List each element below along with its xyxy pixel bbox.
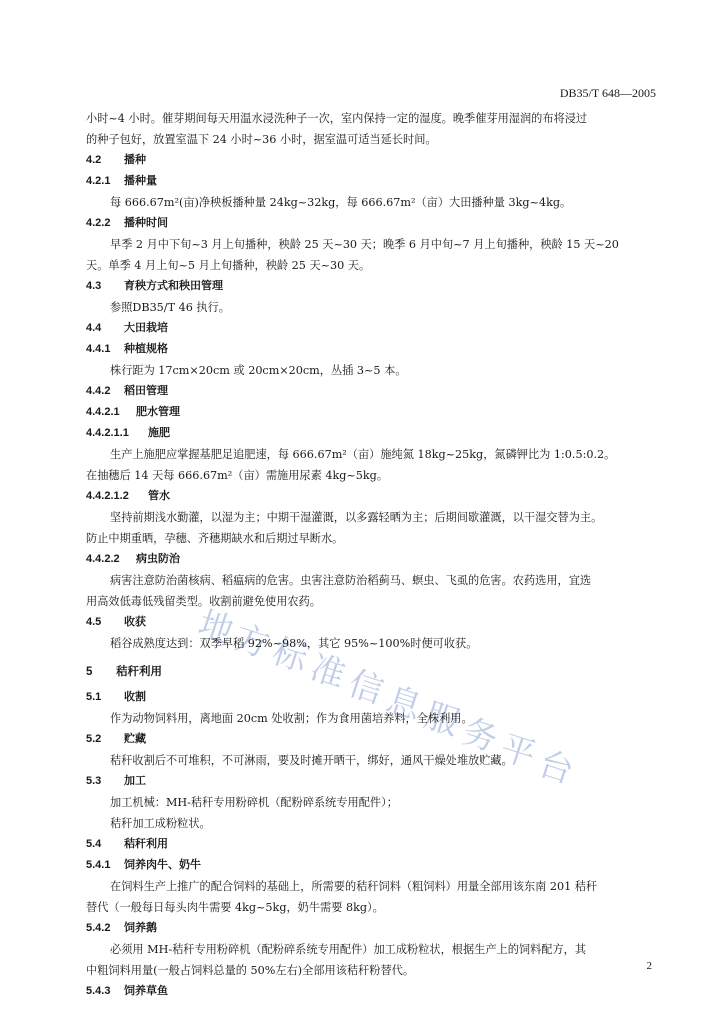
watermark-char: 平	[495, 727, 541, 777]
section-heading	[86, 855, 660, 876]
section-heading	[86, 486, 660, 507]
section-number: 5.3	[86, 775, 102, 787]
section-title: 播种量	[124, 175, 157, 187]
section-title: 稻田管理	[124, 385, 168, 397]
paragraph: 参照DB35/T 46 执行。	[110, 301, 230, 314]
paragraph: 秸秆收割后不可堆积，不可淋雨，要及时摊开晒干，绑好，通风干燥处堆放贮藏。	[110, 754, 513, 767]
section-number: 5.4.2	[86, 922, 111, 934]
paragraph: 加工机械：MH-秸秆专用粉碎机（配粉碎系统专用配件）；	[110, 796, 398, 809]
paragraph: 替代（一般每日每头肉牛需要 4kg~5kg，奶牛需要 8kg）。	[86, 901, 384, 914]
section-title: 病虫防治	[136, 553, 180, 565]
section-title: 秸秆利用	[116, 666, 162, 678]
section-heading	[86, 213, 660, 234]
section-number: 4.2.1	[86, 175, 111, 187]
section-title: 施肥	[148, 427, 170, 439]
paragraph: 生产上施肥应掌握基肥足追肥速，每 666.67m²（亩）施纯氮 18kg~25kg，氮磷钾比为 1:0.5:0.2。	[110, 448, 616, 461]
paragraph: 的种子包好，放置室温下 24 小时~36 小时，据室温可适当延长时间。	[86, 133, 437, 146]
paragraph: 秸秆加工成粉粒状。	[110, 817, 211, 830]
section-title: 肥水管理	[136, 406, 180, 418]
section-number: 4.3	[86, 280, 102, 292]
watermark-char: 地	[193, 603, 239, 653]
section-heading	[86, 171, 660, 192]
watermark-char: 服	[419, 695, 465, 745]
paragraph: 在抽穗后 14 天每 666.67m²（亩）需施用尿素 4kg~5kg。	[86, 469, 389, 482]
section-heading	[86, 549, 660, 570]
paragraph: 早季 2 月中下旬~3 月上旬播种，秧龄 25 天~30 天；晚季 6 月中旬~7 月上旬播种，秧龄 15 天~20	[110, 238, 619, 251]
section-heading	[86, 402, 660, 423]
section-heading	[86, 318, 660, 339]
paragraph: 天。单季 4 月上旬~5 月上旬播种，秧龄 25 天~30 天。	[86, 259, 371, 272]
section-heading	[86, 612, 660, 633]
section-heading	[86, 423, 660, 444]
section-heading	[86, 381, 660, 402]
section-heading	[86, 150, 660, 171]
watermark-char: 息	[381, 679, 427, 729]
section-title: 育秧方式和秧田管理	[124, 280, 223, 292]
section-number: 4.4.2.2	[86, 553, 120, 565]
section-number: 5	[86, 666, 93, 678]
section-title: 收获	[124, 616, 146, 628]
section-number: 5.2	[86, 733, 102, 745]
section-title: 播种时间	[124, 217, 168, 229]
section-number: 5.4.3	[86, 985, 111, 997]
watermark-char: 准	[305, 647, 351, 697]
section-heading	[86, 339, 660, 360]
section-heading	[86, 918, 660, 939]
section-heading	[86, 687, 660, 708]
watermark-char: 信	[343, 663, 389, 713]
section-title: 饲养肉牛、奶牛	[124, 859, 201, 871]
paragraph: 株行距为 17cm×20cm 或 20cm×20cm，丛插 3~5 本。	[110, 364, 407, 377]
section-title: 加工	[124, 775, 146, 787]
paragraph: 必须用 MH-秸秆专用粉碎机（配粉碎系统专用配件）加工成粉粒状，根据生产上的饲料配方，其	[110, 943, 587, 956]
section-heading	[86, 834, 660, 855]
paragraph: 病害注意防治菌核病、稻瘟病的危害。虫害注意防治稻蓟马、螟虫、飞虱的危害。农药选用，宜选	[110, 574, 592, 587]
section-title: 贮藏	[124, 733, 146, 745]
chapter-heading	[86, 662, 660, 683]
section-title: 收割	[124, 691, 146, 703]
section-number: 4.2.2	[86, 217, 111, 229]
section-number: 5.4	[86, 838, 102, 850]
section-number: 4.4	[86, 322, 102, 334]
section-title: 大田栽培	[124, 322, 168, 334]
section-number: 4.4.1	[86, 343, 111, 355]
standard-code-header: DB35/T 648—2005	[559, 86, 656, 100]
page-number: 2	[646, 960, 652, 972]
watermark-char: 台	[533, 743, 579, 793]
paragraph: 作为动物饲料用，离地面 20cm 处收割；作为食用菌培养料，全株利用。	[110, 712, 473, 725]
paragraph: 小时~4 小时。催芽期间每天用温水浸洗种子一次，室内保持一定的湿度。晚季催芽用湿润的布将浸过	[86, 112, 588, 125]
section-number: 5.4.1	[86, 859, 111, 871]
section-heading	[86, 276, 660, 297]
section-heading	[86, 771, 660, 792]
watermark-char: 务	[457, 711, 503, 761]
paragraph: 用高效低毒低残留类型。收割前避免使用农药。	[86, 595, 321, 608]
section-number: 4.4.2.1.2	[86, 490, 129, 502]
section-title: 播种	[124, 154, 146, 166]
section-heading	[86, 981, 660, 1002]
document-body	[86, 108, 660, 1002]
paragraph: 在饲料生产上推广的配合饲料的基础上，所需要的秸秆饲料（粗饲料）用量全部用该东南 201 秸秆	[110, 880, 598, 893]
section-title: 秸秆利用	[124, 838, 168, 850]
section-number: 5.1	[86, 691, 102, 703]
section-title: 饲养草鱼	[124, 985, 168, 997]
section-title: 种植规格	[124, 343, 168, 355]
paragraph: 坚持前期浅水勤灌，以湿为主；中期干湿灌溉，以多露轻晒为主；后期间歇灌溉，以干湿交替为主。	[110, 511, 603, 524]
section-number: 4.4.2.1	[86, 406, 120, 418]
section-number: 4.5	[86, 616, 102, 628]
watermark-char: 标	[267, 631, 313, 681]
section-number: 4.4.2.1.1	[86, 427, 129, 439]
watermark-char: 方	[229, 617, 275, 667]
section-number: 4.2	[86, 154, 102, 166]
section-heading	[86, 729, 660, 750]
paragraph: 稻谷成熟度达到：双季早稻 92%~98%，其它 95%~100%时便可收获。	[110, 637, 478, 650]
paragraph: 每 666.67m²(亩)净秧板播种量 24kg~32kg，每 666.67m²（亩）大田播种量 3kg~4kg。	[110, 196, 572, 209]
section-title: 管水	[148, 490, 170, 502]
section-number: 4.4.2	[86, 385, 111, 397]
paragraph: 中粗饲料用量(一般占饲料总量的 50%左右)全部用该秸秆粉替代。	[86, 964, 415, 977]
paragraph: 防止中期重晒，孕穗、齐穗期缺水和后期过早断水。	[86, 532, 344, 545]
section-title: 饲养鹅	[124, 922, 157, 934]
